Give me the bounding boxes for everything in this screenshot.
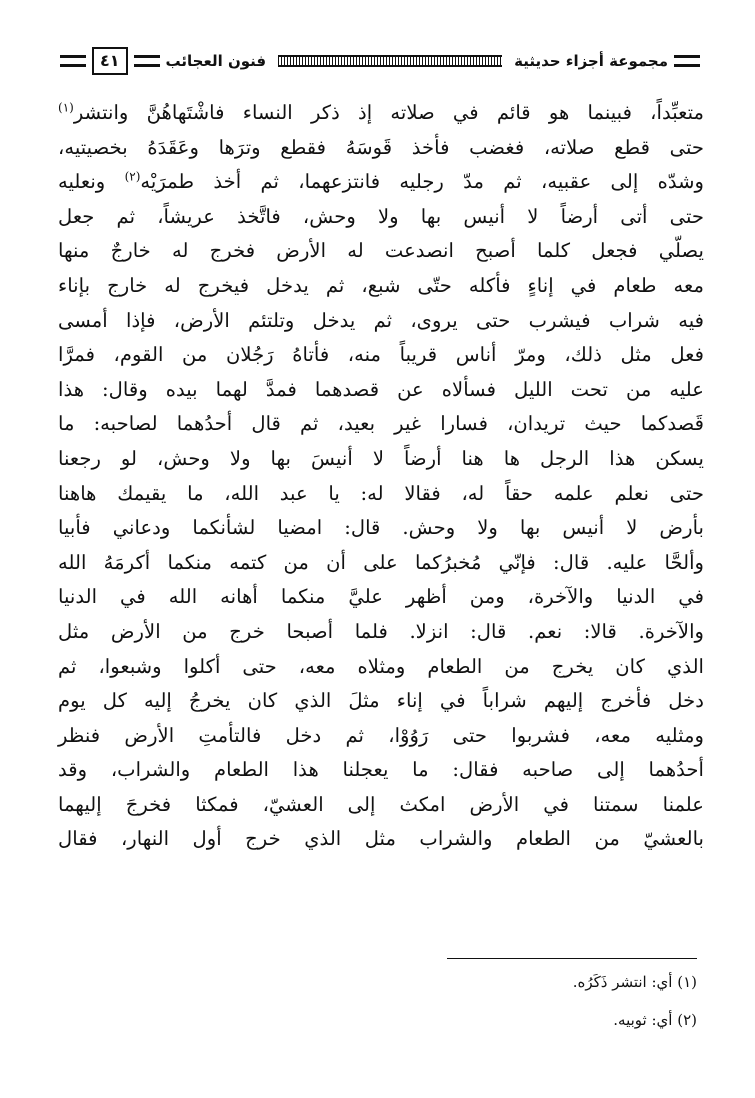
text-line: دخل فأخرج إليهم شراباً في إناء مثلَ الذي كان يخرجُ إليه كل يوم xyxy=(58,689,704,713)
text-line: فيه شراب فيشرب حتى يروى، ثم يدخل وتلتئم الأرض، فإذا أمسى xyxy=(58,308,704,332)
text-line: متعبِّداً، فبينما هو قائم في صلاته إذ ذكر النساء فاشْتَهاهُنَّ وانتشر$^{(١)}$ xyxy=(58,100,704,124)
text-line: معه طعام في إناءٍ فأكله حتّى شبع، ثم يدخل فيخرج له خارج بإناء xyxy=(58,273,704,297)
text-line: ومثليه معه، فشربوا حتى رَوُوْا، ثم دخل فالتأمتِ الأرض فنظر xyxy=(58,723,704,747)
text-line: يصلّي فجعل كلما أصبح انصدعت له الأرض فخرج له خارجٌ منها xyxy=(58,239,704,263)
text-line: عليه من تحت الليل فسألاه عن قصدهما فمدَّ لهما بيده وقال: هذا xyxy=(58,377,704,401)
footnote-separator xyxy=(447,958,697,959)
footnote-marker: (١) xyxy=(58,100,74,115)
footnotes xyxy=(51,972,697,1048)
footnote-2: (٢) أي: ثوبيه. xyxy=(613,1011,697,1029)
footnote-marker: (٢) xyxy=(124,169,141,184)
text-line: يسكن هذا الرجل ها هنا أرضاً لا أنيسَ بها ولا وحش، لو رجعنا xyxy=(58,446,704,470)
footnote-1: (١) أي: انتشر ذَكَرُه. xyxy=(572,973,697,991)
text-line: الذي كان يخرج من الطعام ومثلاه معه، حتى أكلوا وشبعوا، ثم xyxy=(58,654,704,678)
text-line: قَصدكما حيث تريدان، فسارا غير بعيد، ثم قال أحدُهما لصاحبه: ما xyxy=(58,412,704,436)
text-line: وألحَّا عليه. قال: فإنّي مُخبرُكما على أن من كتمه منكما أكرمَهُ الله xyxy=(58,550,704,574)
text-line: وشدّه إلى عقبيه، ثم مدّ رجليه فانتزعهما، ثم أخذ طمرَيْه$^{(٢)}$ ونعليه xyxy=(58,169,705,194)
text-line: والآخرة. قالا: نعم. قال: انزلا. فلما أصبحا خرج من الأرض مثل xyxy=(58,619,704,643)
text-line: حتى نعلم علمه حقاً له، فقالا له: يا عبد الله، ما يقيمك هاهنا xyxy=(58,481,704,505)
book-title: مجموعة أجزاء حديثية xyxy=(514,52,668,70)
text-line: علمنا سمتنا في الأرض امكث إلى العشيّ، فمكثا فخرجَ إليهما xyxy=(58,792,704,816)
text-line: حتى أتى أرضاً لا أنيس بها ولا وحش، فاتَّخذ عريشاً، ثم جعل xyxy=(58,204,704,228)
text-line: في الدنيا والآخرة، ومن أظهر عليَّ منكما أهانه الله في الدنيا xyxy=(58,585,704,609)
text-line: بأرض لا أنيس بها ولا وحش. قال: امضيا لشأنكما ودعاني فأبيا xyxy=(58,516,704,540)
chapter-title: فنون العجائب xyxy=(165,52,267,70)
text-line: حتى قطع صلاته، فغضب فأخذ قَوسَهُ فقطع وترَها وعَقَدَهُ بخصيتيه، xyxy=(58,135,704,159)
text-line: بالعشيّ من الطعام والشراب مثل الذي خرج أول النهار، فقال xyxy=(58,827,704,851)
text-line: أحدُهما إلى صاحبه فقال: ما يعجلنا هذا الطعام والشراب، وقد xyxy=(58,758,704,782)
header-rule xyxy=(278,55,502,67)
header-ornament-left xyxy=(60,55,86,67)
header-ornament-right xyxy=(674,55,700,67)
text-line: فعل مثل ذلك، ومرّ أناس قريباً منه، فأتاهُ رَجُلان من القوم، فمرَّا xyxy=(58,343,704,367)
page-number: ٤١ xyxy=(92,47,128,75)
main-text xyxy=(58,96,704,857)
page-header xyxy=(60,44,700,78)
header-ornament-middle xyxy=(134,55,160,67)
